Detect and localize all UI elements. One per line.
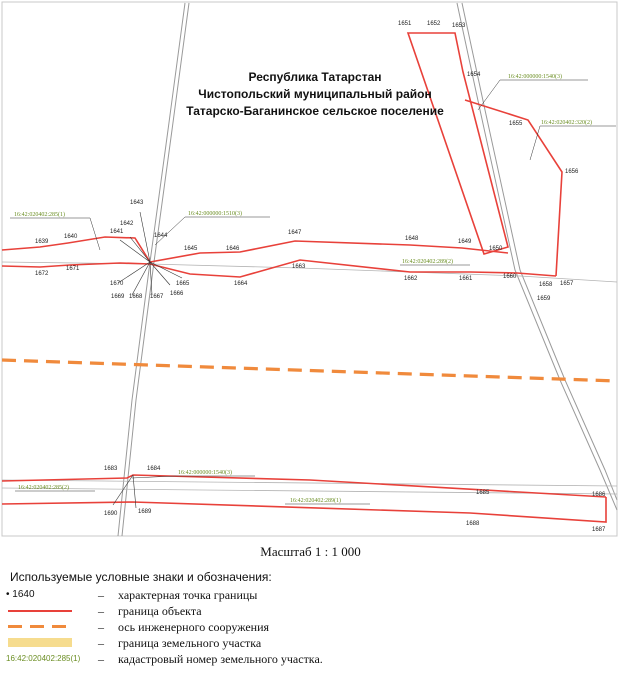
boundary-point-symbol: • 1640 — [6, 589, 35, 600]
point-label: 1659 — [537, 296, 551, 302]
legend-dash: – — [98, 636, 104, 650]
field-road-south-2 — [2, 480, 617, 486]
point-label: 1653 — [452, 23, 466, 29]
point-label: 1647 — [288, 230, 302, 236]
point-label: 1645 — [184, 246, 198, 252]
point-label: 1661 — [459, 276, 473, 282]
point-label: 1690 — [104, 511, 118, 517]
cadastral-label: 16:42:000000:1510(3) — [188, 211, 242, 217]
point-label: 1666 — [170, 291, 184, 297]
convergence-lines — [113, 212, 182, 508]
region-line2: Чистопольский муниципальный район — [198, 87, 432, 101]
cadastral-label: 16:42:020402:285(1) — [14, 212, 65, 218]
legend-text: ось инженерного сооружения — [118, 620, 270, 634]
cadastral-label: 16:42:020402:320(2) — [541, 120, 592, 126]
cadastral-number-labels — [14, 73, 592, 504]
boundary-1683-1686 — [2, 475, 606, 497]
point-label: 1668 — [129, 294, 143, 300]
legend-dash: – — [98, 620, 104, 634]
map-scale: Масштаб 1 : 1 000 — [260, 544, 361, 559]
point-label: 1650 — [489, 246, 503, 252]
cadastral-label: 16:42:020402:289(1) — [290, 498, 341, 504]
cadastral-label: 16:42:000000:1540(3) — [508, 74, 562, 80]
point-label: 1654 — [467, 72, 481, 78]
point-label: 1670 — [110, 281, 124, 287]
region-line3: Татарско-Баганинское сельское поселение — [186, 104, 444, 118]
cadastral-label: 16:42:020402:285(2) — [18, 485, 69, 491]
legend-dash: – — [98, 652, 104, 666]
field-road — [2, 262, 617, 282]
point-label: 1685 — [476, 490, 490, 496]
boundary-1651-1650 — [408, 33, 508, 254]
legend-title: Используемые условные знаки и обозначения: — [10, 570, 272, 584]
point-label: 1684 — [147, 466, 161, 472]
legend-item-engineering-axis — [6, 620, 426, 634]
point-label: 1655 — [509, 121, 523, 127]
legend-text: кадастровый номер земельного участка. — [118, 652, 323, 666]
engineering-axis — [2, 360, 617, 381]
point-label: 1688 — [466, 521, 480, 527]
point-label: 1657 — [560, 281, 574, 287]
point-label: 1667 — [150, 294, 164, 300]
point-label: 1651 — [398, 21, 412, 27]
region-line1: Республика Татарстан — [248, 70, 382, 84]
legend-text: граница земельного участка — [118, 636, 262, 650]
cadastral-label: 16:42:000000:1540(3) — [178, 470, 232, 476]
point-label: 1642 — [120, 221, 134, 227]
point-label: 1660 — [503, 274, 517, 280]
engineering-axis-symbol — [8, 625, 72, 628]
legend-text: характерная точка границы — [118, 588, 258, 602]
point-label: 1663 — [292, 264, 306, 270]
point-label: 1665 — [176, 281, 190, 287]
legend-dash: – — [98, 588, 104, 602]
legend-item-point — [6, 588, 426, 602]
cadastral-label: 16:42:020402:289(2) — [402, 259, 453, 265]
road-left-edge-2 — [122, 3, 189, 536]
point-label: 1662 — [404, 276, 418, 282]
legend-item-parcel-boundary — [6, 636, 426, 650]
legend-item-object-boundary — [6, 604, 426, 618]
point-label: 1669 — [111, 294, 125, 300]
point-label: 1646 — [226, 246, 240, 252]
cadastral-leaders — [10, 80, 616, 504]
point-label: 1640 — [64, 234, 78, 240]
point-label: 1658 — [539, 282, 553, 288]
point-label: 1683 — [104, 466, 118, 472]
point-label: 1689 — [138, 509, 152, 515]
point-label: 1672 — [35, 271, 49, 277]
point-label: 1687 — [592, 527, 606, 533]
point-label: 1643 — [130, 200, 144, 206]
legend-text: граница объекта — [118, 604, 202, 618]
point-label: 1639 — [35, 239, 49, 245]
point-label: 1641 — [110, 229, 124, 235]
parcel-boundary-symbol — [8, 638, 72, 647]
point-label: 1648 — [405, 236, 419, 242]
point-label: 1649 — [458, 239, 472, 245]
point-label: 1656 — [565, 169, 579, 175]
point-label: 1671 — [66, 266, 80, 272]
cadastral-number-symbol: 16:42:020402:285(1) — [6, 654, 81, 663]
point-label: 1652 — [427, 21, 441, 27]
legend-item-cadastral-number — [6, 652, 426, 666]
point-label: 1644 — [154, 233, 168, 239]
legend-dash: – — [98, 604, 104, 618]
object-boundary-symbol — [8, 610, 72, 612]
point-label: 1686 — [592, 492, 606, 498]
point-label: 1664 — [234, 281, 248, 287]
